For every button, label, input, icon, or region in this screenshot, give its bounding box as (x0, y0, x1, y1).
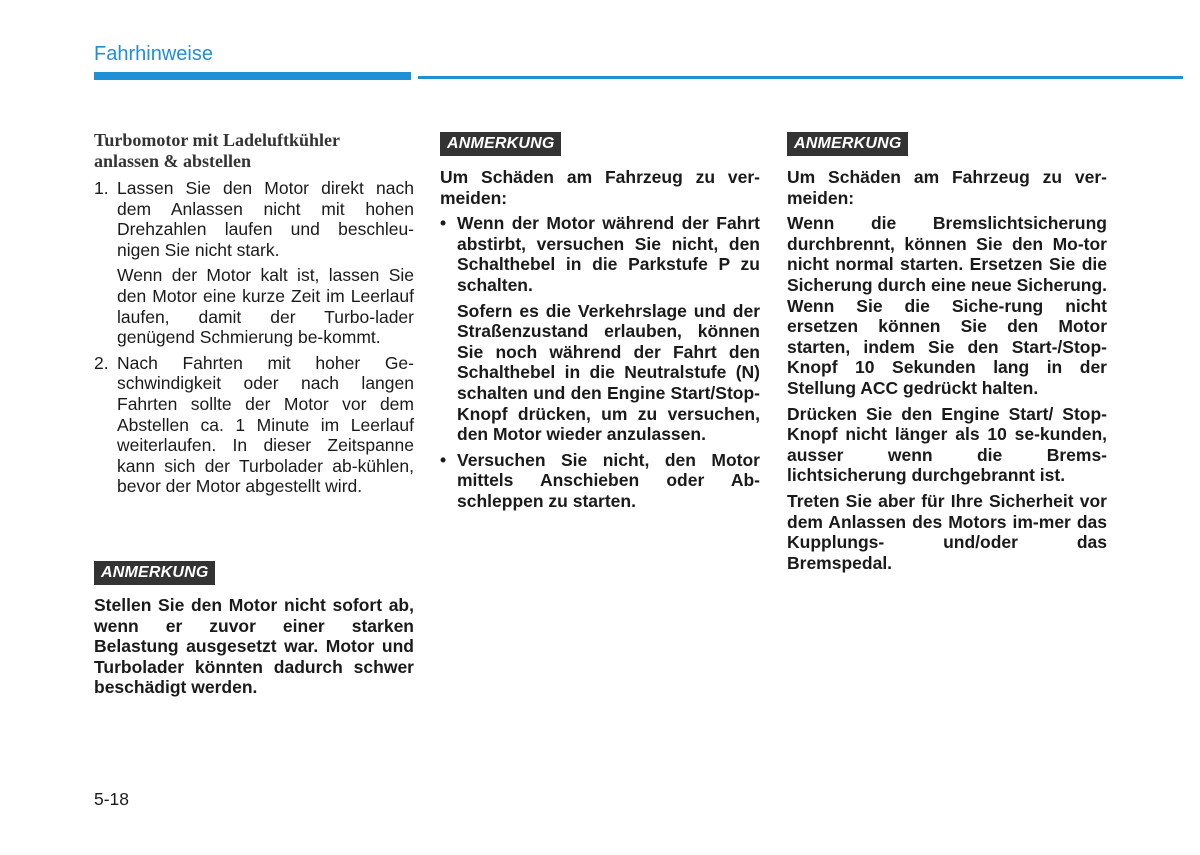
note-badge: ANMERKUNG (440, 132, 561, 156)
paragraph: Lassen Sie den Motor direkt nach dem Anlassen nicht mit hohen Drehzahlen laufen und beschleu-nigen Sie nicht stark. (117, 178, 414, 260)
note-intro: Um Schäden am Fahrzeug zu ver-meiden: (440, 167, 760, 208)
paragraph: Versuchen Sie nicht, den Motor mittels Anschieben oder Ab-schleppen zu starten. (457, 449, 760, 511)
note-body (440, 167, 760, 512)
header-rule-thin (418, 76, 1183, 79)
page-number: 5-18 (94, 789, 130, 809)
heading-line-2: anlassen & abstellen (94, 151, 252, 171)
list-number: 1. (94, 178, 109, 198)
list-item (94, 353, 414, 497)
paragraph: Wenn der Motor kalt ist, lassen Sie den Motor eine kurze Zeit im Leerlauf laufen, damit der Turbo-lader genügend Schmierung be-kommt. (117, 265, 414, 348)
subsection-heading (94, 130, 414, 172)
bullet-item (440, 213, 760, 445)
note-body (787, 167, 1107, 573)
heading-line-1: Turbomotor mit Ladeluftkühler (94, 130, 341, 150)
bullet-symbol: • (440, 449, 447, 470)
column-2 (440, 130, 760, 517)
header-rule-thick (94, 72, 411, 80)
bullet-symbol: • (440, 213, 447, 234)
paragraph: Sofern es die Verkehrslage und der Straßenzustand erlauben, können Sie noch während der Fahrt den Schalthebel in die Neutralstufe (N) schalten und den Engine Start/Stop-Knopf drücken, um zu versuchen, den Motor wieder anzulassen. (457, 300, 760, 445)
bullet-item (440, 450, 760, 512)
paragraph: Wenn der Motor während der Fahrt abstirbt, versuchen Sie nicht, den Schalthebel in die Parkstufe P zu schalten. (457, 213, 760, 295)
note-box-1 (94, 561, 414, 703)
paragraph: Drücken Sie den Engine Start/ Stop-Knopf nicht länger als 10 se-kunden, ausser wenn die Brems-lichtsicherung durchgebrannt ist. (787, 403, 1107, 486)
column-3 (787, 130, 1107, 578)
paragraph: Nach Fahrten mit hoher Ge-schwindigkeit oder nach langen Fahrten sollte der Motor vor dem Abstellen ca. 1 Minute im Leerlauf weiterlaufen. In dieser Zeitspanne kann sich der Turbolader ab-kühlen, bevor der Motor abgestellt wird. (117, 352, 414, 497)
list-number: 2. (94, 352, 109, 373)
note-badge: ANMERKUNG (94, 561, 215, 585)
note-intro: Um Schäden am Fahrzeug zu ver-meiden: (787, 167, 1107, 208)
numbered-list (94, 178, 414, 497)
list-item (94, 178, 414, 348)
column-1 (94, 130, 414, 502)
paragraph: Treten Sie aber für Ihre Sicherheit vor dem Anlassen des Motors im-mer das Kupplungs- und/oder das Bremspedal. (787, 490, 1107, 573)
bullet-list (440, 213, 760, 511)
note-text: Stellen Sie den Motor nicht sofort ab, wenn er zuvor einer starken Belastung ausgesetzt war. Motor und Turbolader könnten dadurch schwer beschädigt werden. (94, 595, 414, 698)
paragraph: Wenn die Bremslichtsicherung durchbrennt, können Sie den Mo-tor nicht normal starten. Ersetzen Sie die Sicherung durch eine neue Sicherung. Wenn Sie die Siche-rung nicht ersetzen können Sie den Motor starten, indem Sie den Start-/Stop-Knopf 10 Sekunden lang in der Stellung ACC gedrückt halten. (787, 213, 1107, 398)
note-badge: ANMERKUNG (787, 132, 908, 156)
section-title: Fahrhinweise (94, 43, 213, 65)
